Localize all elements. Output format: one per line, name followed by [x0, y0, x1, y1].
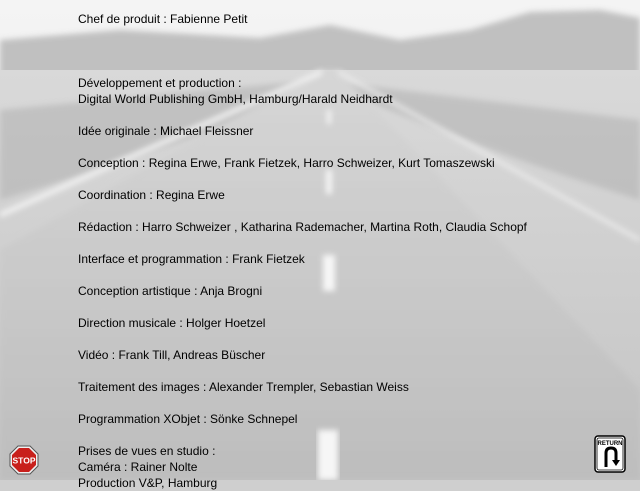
return-button[interactable]	[594, 435, 626, 473]
credit-spacer	[78, 107, 628, 123]
credit-spacer	[78, 235, 628, 251]
credit-line: Coordination : Regina Erwe	[78, 188, 225, 202]
credit-line: Conception : Regina Erwe, Frank Fietzek, Harro Schweizer, Kurt Tomaszewski	[78, 156, 495, 170]
credit-spacer	[78, 27, 628, 43]
credit-spacer	[78, 299, 628, 315]
return-label: RETURN	[597, 441, 623, 447]
credit-spacer	[78, 395, 628, 411]
credit-spacer	[78, 267, 628, 283]
credits-list	[78, 11, 628, 491]
credit-spacer	[78, 59, 628, 75]
stop-button[interactable]	[9, 445, 39, 475]
credit-line: Caméra : Rainer Nolte	[78, 460, 198, 474]
return-sign-icon	[594, 435, 626, 473]
credit-line: Conception artistique : Anja Brogni	[78, 284, 263, 298]
credit-spacer	[78, 171, 628, 187]
credit-spacer	[78, 427, 628, 443]
credit-line: Rédaction : Harro Schweizer , Katharina Rademacher, Martina Roth, Claudia Schopf	[78, 220, 527, 234]
credit-spacer	[78, 139, 628, 155]
credit-line: Production V&P, Hamburg	[78, 476, 218, 490]
credit-spacer	[78, 43, 628, 59]
credit-spacer	[78, 363, 628, 379]
stop-label: STOP	[12, 455, 36, 466]
stop-sign-icon	[9, 445, 39, 475]
credit-line: Développement et production :	[78, 76, 242, 90]
credit-line: Chef de produit : Fabienne Petit	[78, 12, 248, 26]
credit-line: Programmation XObjet : Sönke Schnepel	[78, 412, 298, 426]
credit-spacer	[78, 203, 628, 219]
credit-spacer	[78, 331, 628, 347]
credit-line: Interface et programmation : Frank Fietzek	[78, 252, 305, 266]
credit-line: Idée originale : Michael Fleissner	[78, 124, 254, 138]
credit-line: Vidéo : Frank Till, Andreas Büscher	[78, 348, 266, 362]
credit-line: Prises de vues en studio :	[78, 444, 216, 458]
credit-line: Traitement des images : Alexander Trempler, Sebastian Weiss	[78, 380, 409, 394]
credit-line: Digital World Publishing GmbH, Hamburg/Harald Neidhardt	[78, 92, 393, 106]
credit-line: Direction musicale : Holger Hoetzel	[78, 316, 266, 330]
